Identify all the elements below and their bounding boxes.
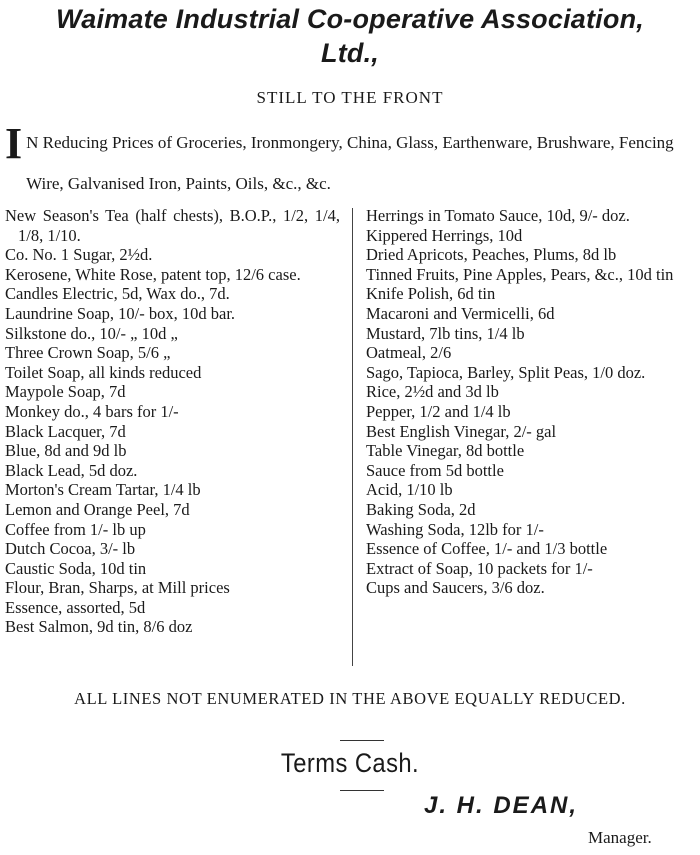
price-list-item: Acid, 1/10 lb — [366, 480, 453, 500]
price-list-item: Dried Apricots, Peaches, Plums, 8d lb — [366, 245, 617, 265]
price-list-item: Table Vinegar, 8d bottle — [366, 441, 525, 461]
price-list-item: Oatmeal, 2/6 — [366, 343, 452, 363]
price-list-item: Herrings in Tomato Sauce, 10d, 9/- doz. — [366, 206, 630, 225]
price-list-item: Tinned Fruits, Pine Apples, Pears, &c., 10d tin — [366, 264, 674, 284]
price-list-item: Knife Polish, 6d tin — [366, 284, 496, 304]
price-list-item: Silkstone do., 10/- „ 10d „ — [5, 323, 178, 343]
right-price-list — [366, 206, 696, 598]
price-list-item: Best English Vinegar, 2/- gal — [366, 421, 557, 441]
price-list-item: Sago, Tapioca, Barley, Split Peas, 1/0 doz. — [366, 362, 646, 382]
price-list-item: Kippered Herrings, 10d — [366, 225, 523, 245]
price-list-item: Morton's Cream Tartar, 1/4 lb — [5, 480, 201, 500]
price-list-item: Lemon and Orange Peel, 7d — [5, 499, 190, 519]
price-list-item: Three Crown Soap, 5/6 „ — [5, 343, 171, 363]
footer-note: ALL LINES NOT ENUMERATED IN THE ABOVE EQUALLY REDUCED. — [74, 689, 626, 708]
signature: J. H. DEAN, — [424, 792, 579, 819]
intro-text: N Reducing Prices of Groceries, Ironmongery, China, Glass, Earthenware, Brushware, Fencing Wire, Galvanised Iron, Paints, Oils, &c., &c. — [26, 133, 674, 193]
column-divider — [352, 208, 353, 666]
price-list-item: Cups and Saucers, 3/6 doz. — [366, 578, 545, 598]
title-line-1: Waimate Industrial Co-operative Association, — [56, 4, 644, 34]
price-list-item: Kerosene, White Rose, patent top, 12/6 case. — [5, 264, 301, 284]
drop-cap: I — [5, 119, 23, 168]
price-list-item: Maypole Soap, 7d — [5, 382, 126, 402]
intro-paragraph — [5, 119, 695, 204]
price-list-item: Extract of Soap, 10 packets for 1/- — [366, 558, 593, 578]
divider-rule-top — [340, 740, 384, 741]
signatory-role: Manager. — [588, 828, 652, 847]
price-list-item: Candles Electric, 5d, Wax do., 7d. — [5, 284, 230, 304]
price-list-item: Coffee from 1/- lb up — [5, 519, 146, 539]
price-list-item: Monkey do., 4 bars for 1/- — [5, 401, 179, 421]
price-list-item: Essence, assorted, 5d — [5, 597, 146, 617]
subtitle: STILL TO THE FRONT — [256, 88, 444, 107]
title-line-2: Ltd., — [321, 38, 379, 68]
price-list-item: Best Salmon, 9d tin, 8/6 doz — [5, 617, 193, 637]
price-list-item: Flour, Bran, Sharps, at Mill prices — [5, 578, 230, 598]
price-list-item: Essence of Coffee, 1/- and 1/3 bottle — [366, 539, 608, 559]
price-list-item: Baking Soda, 2d — [366, 499, 476, 519]
price-list-item: Black Lead, 5d doz. — [5, 460, 138, 480]
price-list-item: Co. No. 1 Sugar, 2½d. — [5, 245, 153, 265]
price-list-item: Black Lacquer, 7d — [5, 421, 126, 441]
terms-heading: Terms Cash. — [280, 748, 420, 778]
price-list-item: Laundrine Soap, 10/- box, 10d bar. — [5, 303, 236, 323]
price-list-item: Caustic Soda, 10d tin — [5, 558, 147, 578]
advertisement-title — [0, 2, 700, 70]
price-list-item: Sauce from 5d bottle — [366, 460, 504, 480]
price-list-item: Blue, 8d and 9d lb — [5, 441, 127, 461]
price-list-item: Rice, 2½d and 3d lb — [366, 382, 499, 402]
price-list-item: Macaroni and Vermicelli, 6d — [366, 303, 555, 323]
divider-rule-bottom — [340, 790, 384, 791]
price-list-item: Toilet Soap, all kinds reduced — [5, 362, 202, 382]
left-price-list — [5, 206, 340, 637]
price-list-item: Washing Soda, 12lb for 1/- — [366, 519, 544, 539]
price-list-item: Pepper, 1/2 and 1/4 lb — [366, 401, 511, 421]
price-list-item: New Season's Tea (half chests), B.O.P., 1/2, 1/4, 1/8, 1/10. — [5, 206, 340, 245]
price-list-item: Dutch Cocoa, 3/- lb — [5, 539, 136, 559]
price-list-item: Mustard, 7lb tins, 1/4 lb — [366, 323, 525, 343]
